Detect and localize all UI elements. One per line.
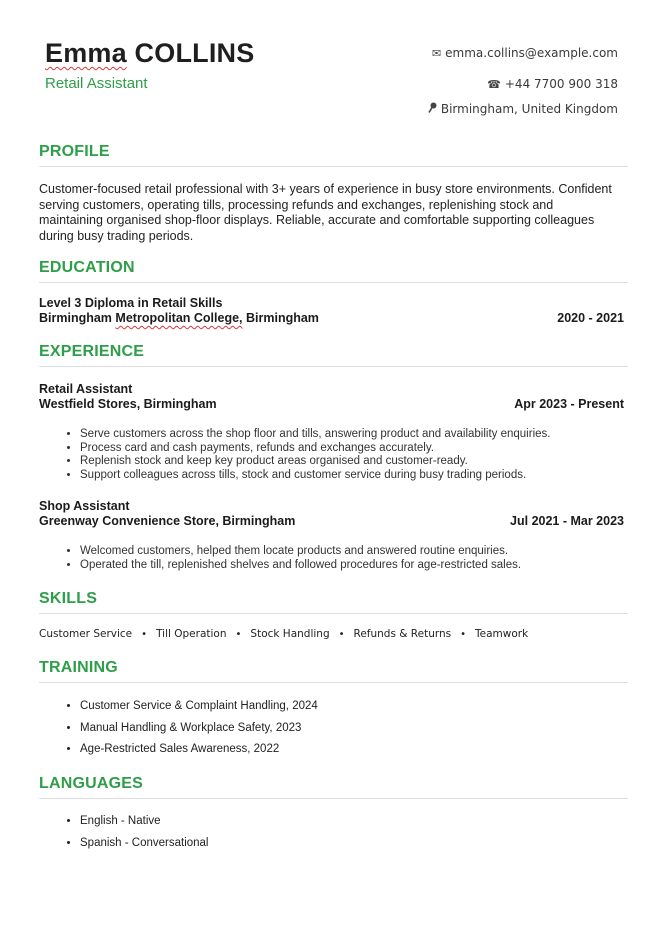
list-item: • Support colleagues across tills, stock and customer service during busy trading periods. [80,469,640,483]
phone-icon: ☎ [487,78,501,91]
section-heading-profile: PROFILE [39,143,110,160]
job-role: Shop Assistant [39,499,130,513]
list-item: • Serve customers across the shop floor and tills, answering product and availability enquiries. [80,428,640,442]
bullet-separator: • [460,629,467,640]
training-list [58,696,318,761]
section-heading-languages: LANGUAGES [39,775,144,792]
bullet-separator: • [235,629,242,640]
job-role: Retail Assistant [39,382,133,396]
profile-summary: Customer-focused retail professional with 3+ years of experience in busy store environments. Confident serving customers, operating tills, processing refunds and exchanges, replenishing stock and maintaining organised shop-floor displays. Reliable, accurate and comfortable supporting colleagues during busy trading periods. [39,182,612,243]
phone-text: +44 7700 900 318 [504,77,618,91]
skill-item: Till Operation [156,628,227,640]
section-heading-skills: SKILLS [39,590,98,607]
list-item: • Operated the till, replenished shelves and followed procedures for age-restricted sales. [80,559,640,573]
job-title: Retail Assistant [45,75,148,92]
list-item: • English - Native [80,811,209,833]
job-bullets [58,545,640,572]
languages-list [58,811,209,854]
list-item: • Customer Service & Complaint Handling, 2024 [80,696,318,718]
skill-item: Teamwork [475,628,529,640]
bullet-separator: • [141,629,148,640]
list-item: • Manual Handling & Workplace Safety, 2023 [80,718,318,740]
job-dates: Apr 2023 - Present [514,397,624,411]
section-heading-experience: EXPERIENCE [39,343,145,360]
education-school: Birmingham Metropolitan College, Birmingham [39,311,319,325]
contact-phone [487,77,618,91]
list-item: • Spanish - Conversational [80,833,209,855]
list-item: • Process card and cash payments, refunds and exchanges accurately. [80,442,640,456]
envelope-icon: ✉ [431,47,442,60]
education-degree: Level 3 Diploma in Retail Skills [39,296,223,310]
job-employer: Greenway Convenience Store, Birmingham [39,514,296,528]
candidate-name [45,38,254,69]
list-item: • Replenish stock and keep key product areas organised and customer-ready. [80,455,640,469]
section-divider [39,166,628,167]
list-item: • Welcomed customers, helped them locate products and answered routine enquiries. [80,545,640,559]
section-divider [39,282,628,283]
section-divider [39,366,628,367]
section-divider [39,798,628,799]
contact-location [428,102,618,116]
location-text: Birmingham, United Kingdom [440,102,618,116]
location-pin-icon [428,102,437,116]
job-dates: Jul 2021 - Mar 2023 [510,514,624,528]
section-divider [39,613,628,614]
bullet-separator: • [338,629,345,640]
job-bullets [58,428,640,482]
skill-item: Stock Handling [250,628,330,640]
education-dates: 2020 - 2021 [557,311,624,325]
section-heading-training: TRAINING [39,659,118,676]
list-item: • Age-Restricted Sales Awareness, 2022 [80,739,318,761]
section-divider [39,682,628,683]
last-name: COLLINS [134,38,255,68]
skill-item: Refunds & Returns [353,628,452,640]
skill-item: Customer Service [39,628,133,640]
contact-email [432,46,618,60]
skills-list [39,628,528,640]
first-name: Emma [45,38,127,68]
job-employer: Westfield Stores, Birmingham [39,397,217,411]
section-heading-education: EDUCATION [39,259,135,276]
email-text: emma.collins@example.com [445,46,618,60]
